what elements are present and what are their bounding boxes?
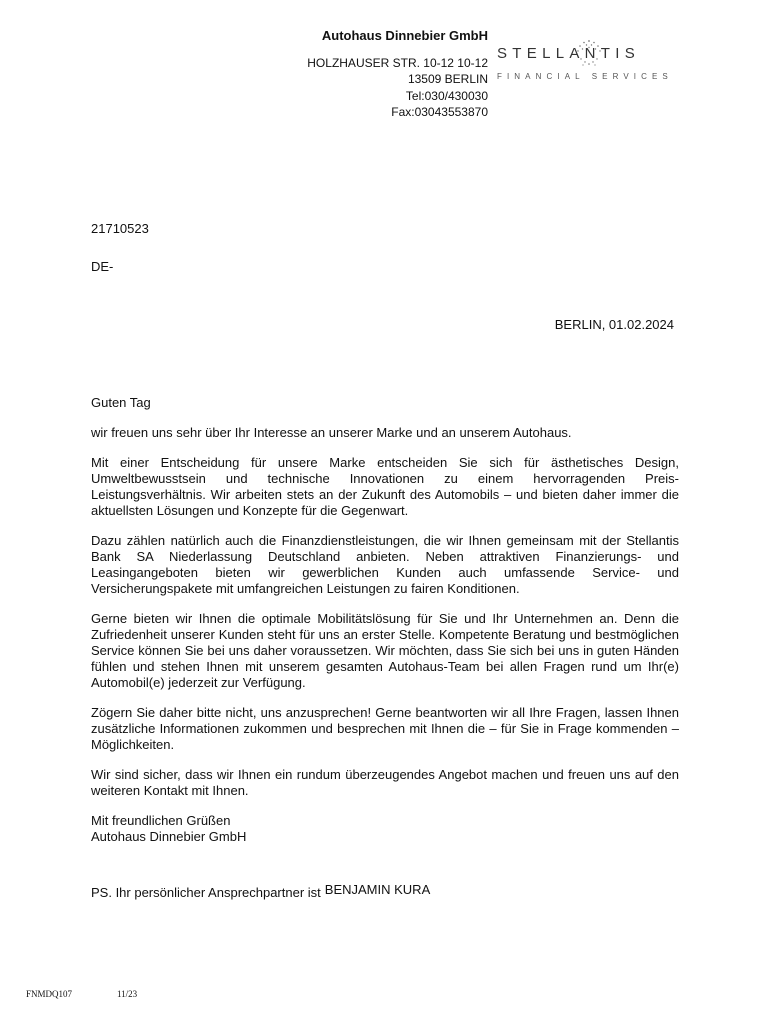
sender-street: HOLZHAUSER STR. 10-12 10-12 [307, 55, 488, 70]
logo-subtitle: FINANCIAL SERVICES [497, 72, 673, 81]
sender-tel: Tel:030/430030 [405, 88, 488, 103]
paragraph: Gerne bieten wir Ihnen die optimale Mobilitätslösung für Sie und Ihr Unternehmen an. Denn die Zufriedenheit unserer Kunden steht für uns an erster Stelle. Kompetente Beratung und bestmöglichen Service können Sie bei uns daher voraussetzen. Wir möchten, dass Sie sich bei uns in guten Händen fühlen und stehen Ihnen mit unserem gesamten Autohaus-Team bei allen Fragen rund um Ihr(e) Automobil(e) jederzeit zur Verfügung. [91, 611, 679, 690]
letter-date: BERLIN, 01.02.2024 [554, 317, 674, 332]
paragraph: wir freuen uns sehr über Ihr Interesse an unserer Marke und an unserem Autohaus. [91, 425, 572, 440]
greeting: Guten Tag [91, 395, 151, 410]
form-code: FNMDQ107 [26, 989, 73, 999]
sender-company: Autohaus Dinnebier GmbH [321, 28, 488, 43]
form-version: 11/23 [117, 989, 138, 999]
reference-country: DE- [91, 259, 114, 274]
sender-address [250, 28, 488, 121]
ps-contact-name: BENJAMIN KURA [324, 882, 431, 897]
closing: Mit freundlichen Grüßen [91, 813, 231, 828]
sender-fax: Fax:03043553870 [391, 105, 488, 119]
stellantis-logo [497, 40, 673, 88]
paragraph: Wir sind sicher, dass wir Ihnen ein rundum überzeugendes Angebot machen und freuen uns auf den weiteren Kontakt mit Ihnen. [91, 767, 679, 798]
sender-city: 13509 BERLIN [407, 72, 488, 86]
ps-text: PS. Ihr persönlicher Ansprechpartner ist [91, 885, 321, 900]
logo-wordmark: STELLANTIS [497, 45, 641, 62]
postscript [91, 882, 431, 900]
letter-body [91, 395, 679, 859]
paragraph: Dazu zählen natürlich auch die Finanzdienstleistungen, die wir Ihnen gemeinsam mit der Stellantis Bank SA Niederlassung Deutschland anbieten. Neben attraktiven Finanzierungs- und Leasingangeboten bieten wir gewerblichen Kunden auch umfassende Service- und Versicherungspakete mit umfangreichen Leistungen zu fairen Konditionen. [91, 533, 679, 596]
signature: Autohaus Dinnebier GmbH [91, 829, 247, 844]
paragraph: Zögern Sie daher bitte nicht, uns anzusprechen! Gerne beantworten wir all Ihre Fragen, lassen Ihnen zusätzliche Informationen zukommen und besprechen mit Ihnen die – für Sie in Frage kommenden – Möglichkeiten. [91, 705, 679, 752]
reference-number: 21710523 [91, 221, 149, 236]
paragraph: Mit einer Entscheidung für unsere Marke entscheiden Sie sich für ästhetisches Design, Umweltbewusstsein und technische Innovationen zu einem hervorragenden Preis-Leistungsverhältnis. Wir arbeiten stets an der Zukunft des Automobils – und bieten daher immer die aktuellsten Lösungen und Konzepte für die Gegenwart. [91, 455, 679, 518]
